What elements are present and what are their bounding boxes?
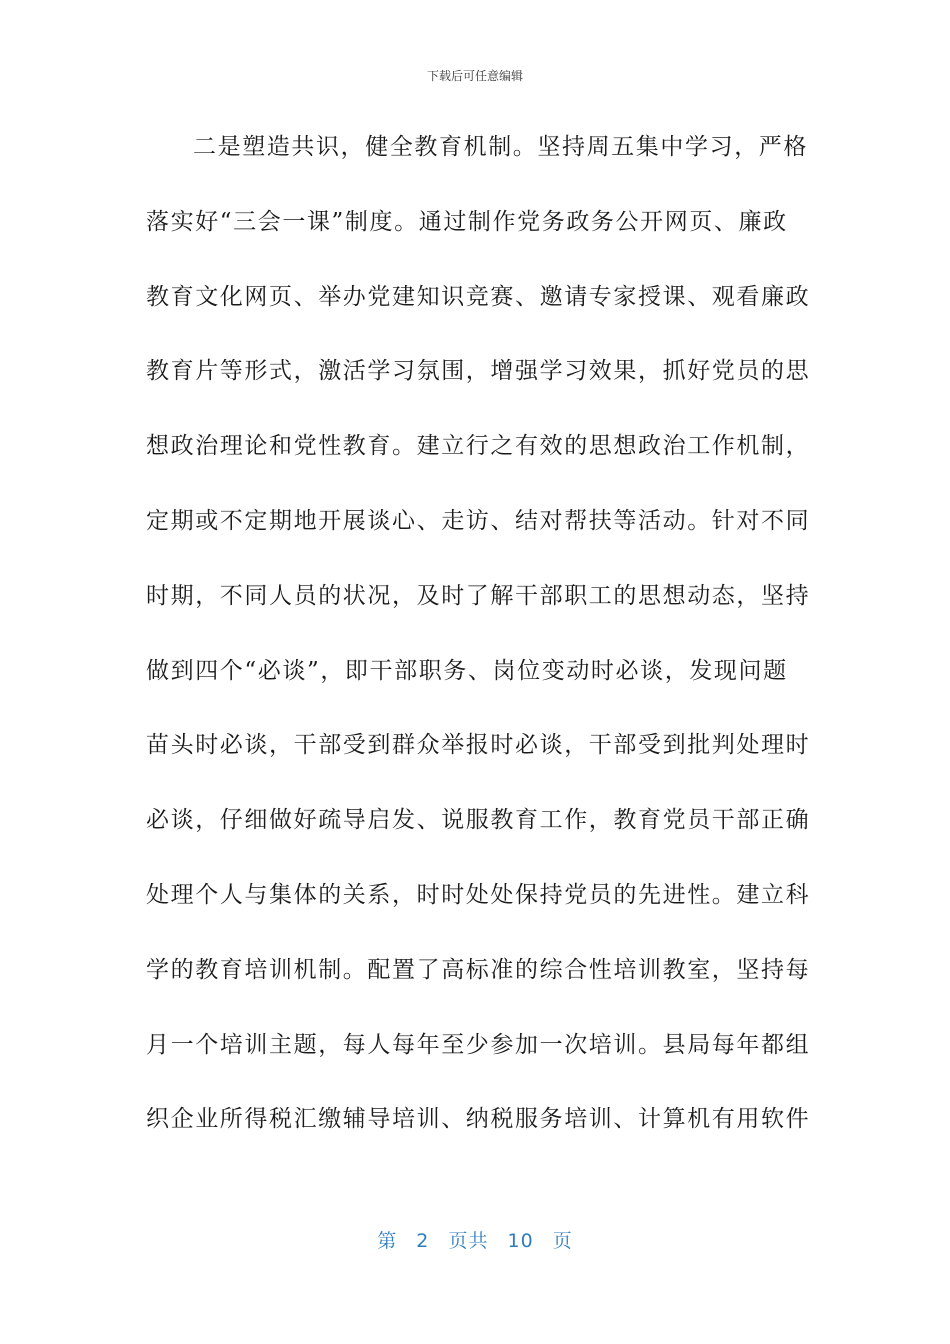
paragraph-line: 苗头时必谈，干部受到群众举报时必谈，干部受到批判处理时 bbox=[146, 732, 811, 759]
paragraph-line: 做到四个“必谈”，即干部职务、岗位变动时必谈，发现问题 bbox=[146, 657, 788, 684]
paragraph-line: 教育文化网页、举办党建知识竞赛、邀请专家授课、观看廉政 bbox=[146, 283, 811, 310]
paragraph-line: 织企业所得税汇缴辅导培训、纳税服务培训、计算机有用软件 bbox=[146, 1106, 811, 1133]
paragraph-line: 处理个人与集体的关系，时时处处保持党员的先进性。建立科 bbox=[146, 881, 811, 908]
footer-prefix: 第 bbox=[377, 1230, 398, 1252]
paragraph-line: 想政治理论和党性教育。建立行之有效的思想政治工作机制， bbox=[146, 433, 811, 460]
paragraph-line: 月一个培训主题，每人每年至少参加一次培训。县局每年都组 bbox=[146, 1031, 811, 1058]
document-body bbox=[146, 125, 811, 1172]
total-pages-number: 10 bbox=[507, 1230, 534, 1252]
footer-middle: 页共 bbox=[448, 1230, 489, 1252]
current-page-number: 2 bbox=[416, 1230, 430, 1252]
paragraph-line: 时期，不同人员的状况，及时了解干部职工的思想动态，坚持 bbox=[146, 582, 811, 609]
paragraph-line: 定期或不定期地开展谈心、走访、结对帮扶等活动。针对不同 bbox=[146, 507, 811, 534]
paragraph-line: 二是塑造共识，健全教育机制。坚持周五集中学习，严格 bbox=[193, 134, 808, 160]
paragraph-line: 必谈，仔细做好疏导启发、说服教育工作，教育党员干部正确 bbox=[146, 807, 811, 834]
paragraph-line: 教育片等形式，激活学习氛围，增强学习效果，抓好党员的思 bbox=[146, 358, 811, 385]
paragraph-line: 学的教育培训机制。配置了高标准的综合性培训教室，坚持每 bbox=[146, 956, 811, 983]
footer-suffix: 页 bbox=[552, 1230, 573, 1252]
header-note: 下载后可任意编辑 bbox=[426, 69, 523, 83]
page-footer bbox=[0, 1226, 950, 1253]
paragraph-line: 落实好“三会一课”制度。通过制作党务政务公开网页、廉政 bbox=[146, 208, 788, 235]
